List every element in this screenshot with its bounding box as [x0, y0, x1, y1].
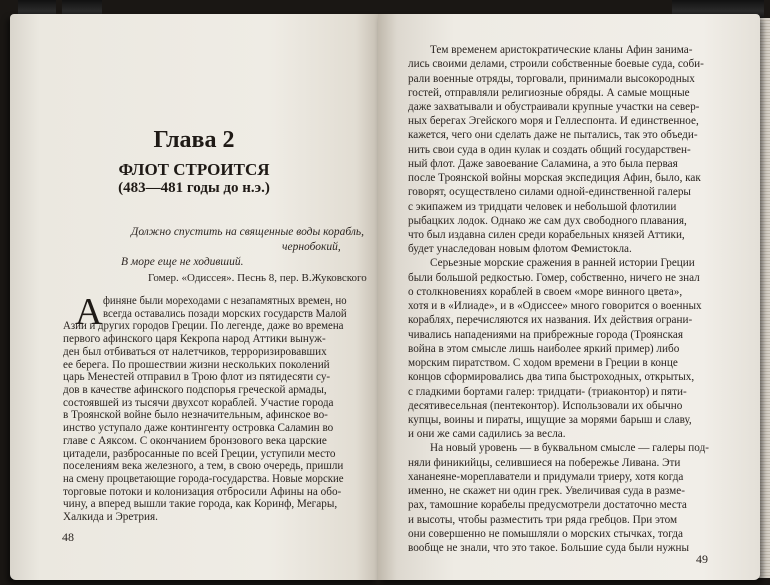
right-body-line: концов сформировались два типа быстроходных, открытых,: [408, 371, 695, 384]
chapter-subtitle: ФЛОТ СТРОИТСЯ: [118, 160, 270, 179]
right-body-line: о столкновениях кораблей в своем «море винного цвета»,: [408, 285, 683, 298]
right-body-line: рали военные отряды, торговали, принимали высокородных: [408, 72, 695, 85]
right-body-line: На новый уровень — в буквальном смысле — галеры под-: [430, 442, 709, 455]
right-body-line: война в этом смысле лишь наиболее яркий пример) либо: [408, 342, 680, 355]
left-body-line: всегда оставались позади морских государств Малой: [103, 307, 347, 320]
right-body-line: кажется, чего они сделать даже не пытались, так это объеди-: [408, 129, 698, 142]
right-body-line: они совершенно не помышляли о морских стычках, тогда: [408, 527, 683, 540]
left-body-line: на смену процветающие города-государства. Новые морские: [63, 472, 344, 485]
left-body-line: первого афинского царя Кекропа народ Аттики вынуж-: [63, 333, 326, 346]
left-body-line: поселениям века железного, а тем, в свою очередь, пришли: [63, 460, 344, 473]
left-body-line: Халкида и Эретрия.: [63, 511, 158, 523]
right-body-line: будет унаследован новым флотом Фемистокла.: [408, 243, 632, 256]
left-body-line: чину, а вперед вышли такие города, как Коринф, Мегары,: [63, 498, 338, 511]
epigraph-line-3: В море еще не ходивший.: [121, 256, 244, 268]
right-body-line: ный флот. Даже завоевание Саламина, а это была первая: [408, 157, 678, 170]
right-body-line: рах, тамошние корабелы предусмотрели достаточно места: [408, 499, 687, 512]
right-body-line: десятивесельная (пентеконтор). Использовали их обычно: [408, 399, 683, 412]
right-body-line: Тем временем аристократические кланы Афин занима-: [430, 44, 693, 56]
right-body-line: вообще не знали, что это такое. Большие суда были нужны: [408, 542, 690, 554]
right-body-line: нить свои суда в один кулак и создать общий государствен-: [408, 143, 691, 156]
right-body-line: с экипажем из тридцати человек и небольшой флотилии: [408, 200, 677, 213]
right-body-line: говорят, осуществлено силами одной-единственной галеры: [408, 186, 691, 199]
page-number-left: 48: [62, 530, 74, 544]
right-body-line: с гладкими бортами галер: тридцати- (триаконтор) и пяти-: [408, 385, 687, 398]
drop-cap: А: [75, 291, 103, 333]
right-body-line: именно, не скажет ни один грек. Увеличивая суда в разме-: [408, 485, 685, 498]
right-body-line: хотя и в «Илиаде», и в «Одиссее» много говорится о военных: [408, 300, 702, 313]
right-body-line: кораблях, перечисляются их названия. Их действия ограни-: [408, 314, 693, 327]
right-body-line: чивались нападениями на прибрежные города (Троянская: [408, 328, 684, 341]
right-body-line: и высоты, чтобы разместить три ряда гребцов. При этом: [408, 513, 678, 526]
left-body-line: ее берега. По прошествии жизни нескольких поколений: [63, 358, 330, 371]
left-page: [10, 14, 378, 580]
right-body-line: и они же сами садились за весла.: [408, 428, 566, 441]
right-body-line: ных берегах Эгейского моря и Геллеспонта. И единственное,: [408, 115, 699, 128]
right-body-line: после Троянской войны морская экспедиция Афин, было, как: [408, 172, 701, 185]
left-body-line: инство уступало даже контингенту островка Саламин во: [63, 422, 334, 435]
left-body-line: царь Менестей отправил в Трою флот из пятидесяти су-: [63, 371, 331, 384]
left-body-line: цитадели, разбросанные по всей Греции, уступили место: [63, 447, 336, 460]
page-number-right: 49: [696, 552, 708, 566]
left-body-line: состоявшей из тысячи двухсот кораблей. Участие города: [63, 396, 334, 409]
right-body-line: хананеяне-мореплаватели и придумали триеру, хотя когда: [408, 470, 684, 483]
right-page: [378, 14, 760, 580]
left-body-line: ден был отбиваться от налетчиков, терроризировавших: [63, 345, 327, 358]
left-body-line: Азии и других городов Греции. По легенде, даже во времена: [63, 320, 344, 333]
right-body-line: Серьезные морские сражения в ранней истории Греции: [430, 257, 695, 270]
right-body-line: рыбацких лодок. Однако же сам дух свободного плавания,: [408, 214, 687, 227]
right-body-line: что был издавна силен среди корабельных князей Аттики,: [408, 229, 685, 241]
right-body-line: гостей, отправляли религиозные обряды. А самые мощные: [408, 86, 690, 99]
left-body-line: главе с Аяксом. С окончанием бронзового века царские: [63, 434, 327, 447]
right-body-line: лись своими делами, строили собственные боевые суда, соби-: [408, 58, 704, 71]
right-body-line: морским пиратством. С ходом времени в Греции в конце: [408, 357, 678, 369]
chapter-title: Глава 2: [153, 127, 235, 153]
epigraph-source: Гомер. «Одиссея». Песнь 8, пер. В.Жуковского: [148, 272, 367, 284]
left-body-line: в Троянской войне было незначительным, афинское во-: [63, 409, 328, 422]
epigraph-line-1: Должно спустить на священные воды корабль,: [131, 226, 364, 238]
right-body-line: были большой редкостью. Гомер, собственно, ничего не знал: [408, 271, 700, 284]
left-body-line: торговые потоки и колонизация отбросили Афины на обо-: [63, 485, 342, 498]
epigraph-line-2: чернобокий,: [282, 241, 341, 253]
right-body-line: даже захватывали и обустраивали крупные участки на север-: [408, 100, 700, 113]
left-body-line: дов в качестве афинского подспорья греческой армады,: [63, 383, 327, 396]
chapter-dates: (483—481 годы до н.э.): [118, 180, 270, 196]
right-body-line: купцы, воины и пираты, ищущие за морями барыш и славу,: [408, 413, 692, 426]
right-body-line: няли финикийцы, селившиеся на побережье Ливана. Эти: [408, 456, 681, 469]
left-body-line: финяне были мореходами с незапамятных времен, но: [103, 295, 347, 307]
